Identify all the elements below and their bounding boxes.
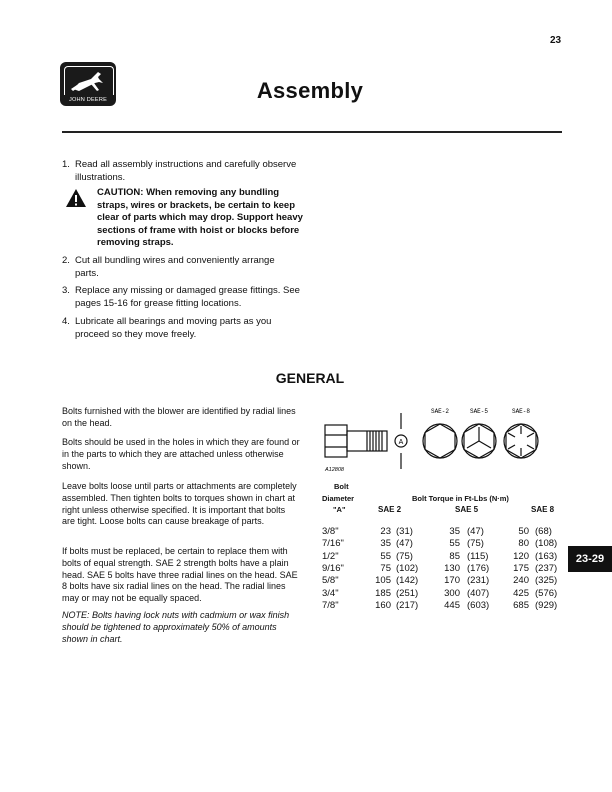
table-cell-sae8: 685 [513, 599, 529, 611]
step-text: Lubricate all bearings and moving parts as you proceed so they move freely. [75, 316, 272, 340]
grade-header-sae-5: SAE 5 [455, 505, 479, 514]
header-divider [62, 131, 562, 133]
table-cell-dia: 3/8" [322, 526, 339, 537]
table-cell-sae2nm: (102) [396, 562, 419, 574]
table-cell-dia: 5/8" [322, 575, 339, 587]
paragraph-replace-bolts: If bolts must be replaced, be certain to replace them with bolts of equal strength. SAE 2 strength bolts have a plain head. SAE 5 bolts have three radial lines on the head. SAE 8 bolts have six radial lines on the head. The radial lines may or may not be equally spaced. [62, 546, 298, 604]
table-cell-sae8: 175 [513, 562, 529, 574]
table-cell-sae5: 85 [449, 550, 460, 562]
table-cell-sae8nm: (576) [535, 587, 558, 599]
table-cell-sae5nm: (407) [467, 587, 490, 599]
table-cell-sae2: 55 [380, 550, 391, 562]
table-cell-sae8: 50 [518, 526, 529, 537]
table-cell-sae8: 240 [513, 575, 529, 587]
deer-icon [65, 67, 113, 95]
table-cell-dia: 7/16" [322, 538, 344, 550]
grade-header-sae-8: SAE 8 [531, 505, 555, 514]
step-1 [62, 158, 302, 184]
sae-8-head [504, 424, 538, 458]
table-cell-sae5: 170 [444, 575, 460, 587]
torque-header: Bolt Torque in Ft-Lbs (N·m) [412, 494, 509, 503]
table-cell-sae5nm: (115) [467, 550, 489, 562]
step-number: 3. [62, 285, 70, 296]
caution-text: CAUTION: When removing any bundling straps, wires or brackets, be certain to keep clear of parts which may drop. Support heavy sections of frame with hoist or blocks before removing straps. [97, 187, 303, 248]
table-cell-sae8nm: (108) [535, 538, 558, 550]
table-cell-sae5: 55 [449, 538, 460, 550]
table-cell-sae2nm: (47) [396, 538, 413, 550]
step-number: 1. [62, 159, 70, 170]
table-cell-sae5: 445 [444, 599, 460, 611]
paragraph-tighten-bolts: Leave bolts loose until parts or attachments are completely assembled. Then tighten bolts to torques shown in chart at right unless otherwise specified. It is important that bolts are tight. Loose bolts can cause breakage of parts. [62, 481, 297, 527]
step-text: Replace any missing or damaged grease fittings. See pages 15-16 for grease fitting locations. [75, 285, 300, 309]
table-cell-sae5: 130 [444, 562, 460, 574]
paragraph-bolt-identification: Bolts furnished with the blower are identified by radial lines on the head. [62, 406, 296, 428]
table-cell-sae8: 80 [518, 538, 529, 550]
logo-brand-text: JOHN DEERE [68, 97, 108, 103]
table-cell-sae2: 105 [375, 575, 391, 587]
table-cell-sae8nm: (929) [535, 599, 558, 611]
bolt-grade-diagram [315, 405, 565, 475]
grade-header-sae-2: SAE 2 [378, 505, 402, 514]
table-cell-dia: 3/4" [322, 587, 339, 599]
table-cell-sae5: 35 [449, 526, 460, 537]
sae-2-head [423, 424, 457, 458]
table-cell-sae2: 35 [380, 538, 391, 550]
table-cell-sae8: 120 [513, 550, 529, 562]
page-title: Assembly [256, 78, 364, 103]
sae-5-label: SAE-5 [469, 408, 489, 415]
table-cell-dia: 9/16" [322, 562, 344, 574]
step-text: Read all assembly instructions and carefully observe illustrations. [75, 159, 297, 183]
step-number: 2. [62, 255, 70, 266]
dimension-a-label: A [398, 439, 404, 446]
table-cell-sae2: 75 [380, 562, 391, 574]
step-4 [62, 315, 302, 341]
table-cell-sae2: 160 [375, 599, 391, 611]
bolt-side-view [325, 413, 407, 469]
step-2 [62, 254, 302, 280]
table-cell-sae5nm: (75) [467, 538, 484, 550]
table-cell-sae5nm: (603) [467, 599, 490, 611]
table-cell-sae2nm: (75) [396, 550, 413, 562]
warning-triangle-icon [65, 188, 87, 208]
table-cell-sae2: 185 [375, 587, 391, 599]
step-number: 4. [62, 316, 70, 327]
sae-2-label: SAE-2 [430, 408, 450, 415]
step-text: Cut all bundling wires and conveniently arrange parts. [75, 255, 275, 279]
table-cell-sae5: 300 [444, 587, 460, 599]
table-cell-sae8nm: (325) [535, 575, 558, 587]
table-cell-sae8nm: (68) [535, 526, 552, 537]
table-cell-dia: 7/8" [322, 599, 339, 611]
sae-8-label: SAE-8 [511, 408, 531, 415]
logo-frame [64, 66, 114, 95]
table-cell-sae2: 23 [380, 526, 391, 537]
section-heading: GENERAL [275, 370, 345, 386]
note-paragraph: NOTE: Bolts having lock nuts with cadmium or wax finish should be tightened to approximately 50% of amounts shown in chart. [62, 610, 290, 644]
table-cell-sae8nm: (237) [535, 562, 558, 574]
table-cell-sae2nm: (142) [396, 575, 419, 587]
john-deere-logo [60, 62, 116, 106]
col-header-bolt: Bolt [334, 482, 349, 491]
table-cell-sae8: 425 [513, 587, 529, 599]
step-3 [62, 284, 302, 310]
table-cell-sae5nm: (47) [467, 526, 484, 537]
table-cell-dia: 1/2" [322, 550, 339, 562]
table-cell-sae2nm: (217) [396, 599, 419, 611]
col-header-a: "A" [333, 505, 346, 514]
sae-5-head [462, 424, 496, 458]
col-header-diameter: Diameter [322, 494, 355, 503]
page-number: 23 [550, 35, 562, 46]
table-cell-sae2nm: (31) [396, 526, 413, 537]
table-cell-sae5nm: (176) [467, 562, 490, 574]
section-tab-marker: 23-29 [568, 546, 612, 572]
figure-id: A12808 [325, 467, 344, 473]
paragraph-bolt-holes: Bolts should be used in the holes in which they are found or in the parts to which they are attached unless otherwise shown. [62, 437, 300, 471]
table-cell-sae8nm: (163) [535, 550, 558, 562]
table-cell-sae5nm: (231) [467, 575, 490, 587]
table-cell-sae2nm: (251) [396, 587, 419, 599]
